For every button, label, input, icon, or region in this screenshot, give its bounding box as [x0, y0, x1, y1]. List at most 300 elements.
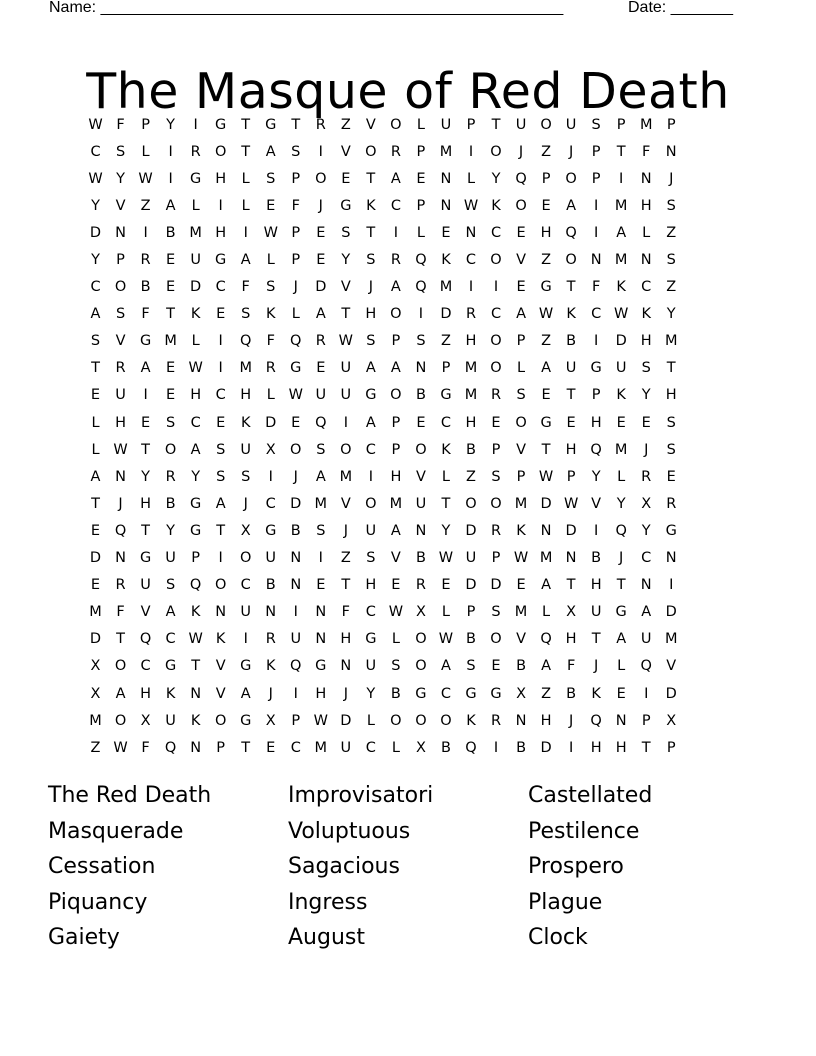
grid-letter: E	[441, 577, 451, 594]
word-bank-item: Cessation	[48, 854, 156, 880]
grid-letter: Q	[315, 414, 327, 431]
grid-letter: O	[565, 170, 577, 187]
grid-letter: U	[340, 360, 352, 377]
grid-letter: V	[215, 685, 226, 702]
grid-letter: A	[240, 252, 251, 269]
grid-row	[83, 138, 735, 165]
grid-letter: Z	[541, 333, 552, 350]
grid-letter: N	[615, 712, 627, 729]
grid-letter: S	[115, 143, 126, 160]
word-bank-item: The Red Death	[48, 783, 212, 808]
grid-letter: C	[365, 604, 376, 621]
grid-letter: W	[338, 333, 353, 350]
grid-letter: Q	[290, 658, 302, 675]
grid-row	[83, 409, 735, 436]
grid-letter: K	[566, 306, 576, 323]
grid-letter: I	[218, 360, 223, 377]
grid-letter: G	[240, 712, 252, 729]
grid-letter: P	[566, 468, 576, 485]
grid-letter: T	[166, 306, 176, 323]
grid-letter: V	[140, 604, 151, 621]
word-bank-item: Improvisatori	[288, 783, 434, 808]
grid-letter: N	[315, 604, 327, 621]
grid-letter: C	[465, 252, 477, 269]
grid-letter: Q	[114, 522, 127, 539]
grid-row	[83, 653, 735, 680]
grid-letter: B	[566, 685, 577, 702]
grid-letter: S	[366, 252, 376, 269]
grid-letter: T	[366, 170, 376, 187]
grid-row	[83, 274, 735, 301]
name-field-label: Name: ____________________________________________________	[49, 0, 564, 16]
grid-letter: K	[516, 522, 526, 539]
grid-letter: S	[216, 468, 226, 485]
grid-letter: P	[191, 550, 201, 567]
grid-letter: E	[266, 739, 276, 756]
grid-letter: C	[140, 658, 151, 675]
grid-row	[83, 490, 735, 517]
grid-letter: I	[168, 170, 173, 187]
grid-letter: J	[669, 170, 674, 187]
grid-letter: R	[490, 522, 502, 539]
grid-letter: L	[416, 224, 425, 241]
grid-letter: Y	[141, 468, 150, 485]
grid-letter: E	[166, 252, 176, 269]
grid-letter: H	[565, 441, 577, 458]
grid-letter: G	[465, 685, 477, 702]
grid-letter: A	[390, 522, 401, 539]
grid-letter: W	[438, 550, 454, 567]
grid-letter: H	[240, 387, 252, 404]
grid-letter: U	[140, 577, 151, 594]
grid-letter: H	[315, 685, 327, 702]
grid-letter: V	[340, 495, 351, 512]
grid-letter: A	[90, 468, 101, 485]
grid-letter: S	[666, 441, 676, 458]
grid-letter: C	[365, 441, 376, 458]
grid-letter: E	[491, 414, 501, 431]
grid-letter: Q	[139, 631, 152, 648]
grid-letter: M	[314, 495, 328, 512]
grid-letter: I	[193, 116, 198, 133]
grid-letter: G	[315, 658, 327, 675]
grid-letter: E	[316, 224, 326, 241]
grid-letter: W	[88, 170, 103, 187]
grid-letter: I	[669, 577, 674, 594]
grid-letter: N	[440, 197, 452, 214]
grid-letter: C	[440, 685, 452, 702]
grid-letter: S	[316, 522, 326, 539]
grid-letter: D	[490, 577, 502, 594]
grid-letter: H	[215, 170, 227, 187]
grid-letter: M	[339, 468, 353, 485]
grid-letter: D	[465, 577, 477, 594]
grid-letter: X	[415, 739, 426, 756]
grid-letter: M	[239, 360, 252, 377]
page-title: The Masque of Red Death	[86, 62, 730, 120]
grid-letter: E	[266, 197, 276, 214]
grid-letter: O	[164, 441, 177, 458]
grid-letter: P	[641, 712, 651, 729]
grid-letter: J	[518, 143, 524, 160]
grid-letter: Q	[515, 170, 527, 187]
grid-letter: Q	[189, 577, 202, 594]
grid-letter: J	[293, 279, 298, 296]
grid-letter: Q	[565, 224, 577, 241]
grid-letter: O	[239, 550, 252, 567]
grid-letter: T	[441, 495, 451, 512]
grid-letter: W	[463, 197, 479, 214]
grid-letter: U	[165, 550, 176, 567]
word-bank-item: Sagacious	[288, 854, 400, 880]
grid-letter: S	[266, 170, 276, 187]
grid-letter: Q	[640, 658, 652, 675]
grid-letter: Z	[340, 550, 351, 567]
grid-letter: A	[440, 658, 451, 675]
grid-row	[83, 382, 735, 409]
grid-row	[83, 246, 735, 273]
grid-letter: E	[641, 414, 651, 431]
grid-letter: V	[516, 252, 526, 269]
word-bank	[48, 780, 768, 958]
grid-letter: M	[664, 333, 678, 350]
grid-letter: A	[616, 631, 627, 648]
grid-letter: J	[619, 550, 624, 567]
grid-letter: A	[390, 170, 401, 187]
grid-letter: O	[390, 387, 402, 404]
grid-letter: M	[614, 252, 628, 269]
grid-letter: S	[166, 577, 176, 594]
grid-letter: M	[464, 360, 478, 377]
grid-letter: Y	[166, 522, 176, 539]
grid-letter: N	[115, 224, 126, 241]
grid-letter: P	[666, 116, 676, 133]
grid-letter: L	[91, 414, 100, 431]
grid-letter: U	[565, 360, 577, 377]
grid-letter: Z	[440, 333, 451, 350]
grid-letter: V	[415, 468, 426, 485]
grid-letter: B	[265, 577, 276, 594]
grid-letter: P	[591, 387, 601, 404]
grid-letter: Y	[666, 306, 676, 323]
grid-letter: F	[141, 306, 150, 323]
grid-letter: C	[215, 279, 226, 296]
grid-letter: I	[368, 468, 373, 485]
grid-letter: Z	[541, 143, 552, 160]
grid-letter: Y	[91, 252, 100, 269]
grid-letter: K	[240, 414, 251, 431]
grid-letter: H	[565, 631, 577, 648]
grid-letter: H	[540, 712, 552, 729]
grid-letter: O	[390, 712, 402, 729]
grid-letter: V	[340, 279, 351, 296]
grid-row	[83, 572, 735, 599]
grid-letter: A	[390, 360, 401, 377]
grid-letter: E	[541, 197, 551, 214]
grid-letter: E	[341, 170, 351, 187]
grid-letter: W	[188, 631, 203, 648]
grid-letter: F	[141, 739, 150, 756]
grid-letter: T	[291, 116, 301, 133]
letter-grid	[83, 111, 735, 761]
grid-letter: S	[216, 441, 226, 458]
grid-letter: G	[490, 685, 502, 702]
grid-letter: N	[265, 604, 277, 621]
grid-letter: L	[366, 712, 375, 729]
grid-letter: D	[89, 631, 102, 648]
grid-letter: S	[366, 550, 376, 567]
grid-letter: Y	[366, 685, 376, 702]
grid-letter: A	[516, 306, 526, 323]
grid-letter: F	[266, 333, 275, 350]
grid-letter: A	[140, 360, 151, 377]
grid-letter: K	[265, 306, 276, 323]
grid-letter: O	[490, 252, 502, 269]
grid-letter: F	[241, 279, 250, 296]
grid-letter: K	[466, 712, 476, 729]
grid-letter: S	[115, 306, 126, 323]
grid-letter: U	[515, 116, 527, 133]
grid-letter: M	[389, 495, 403, 512]
grid-letter: U	[190, 252, 201, 269]
grid-letter: O	[390, 116, 402, 133]
grid-letter: G	[215, 116, 227, 133]
grid-letter: H	[215, 224, 227, 241]
grid-letter: L	[441, 604, 450, 621]
grid-letter: S	[416, 333, 426, 350]
grid-letter: F	[116, 116, 125, 133]
grid-letter: T	[591, 631, 601, 648]
grid-letter: F	[116, 604, 125, 621]
grid-letter: P	[491, 441, 501, 458]
grid-letter: S	[366, 333, 376, 350]
grid-letter: E	[90, 577, 101, 594]
grid-letter: O	[415, 441, 427, 458]
grid-row	[83, 355, 735, 382]
grid-letter: D	[290, 495, 302, 512]
grid-row	[83, 626, 735, 653]
grid-letter: W	[538, 468, 554, 485]
grid-letter: J	[594, 658, 599, 675]
word-bank-item: Piquancy	[48, 889, 148, 915]
grid-letter: F	[591, 279, 601, 296]
grid-letter: T	[566, 577, 576, 594]
grid-letter: I	[268, 468, 273, 485]
grid-letter: R	[315, 333, 326, 350]
grid-letter: I	[143, 387, 148, 404]
grid-letter: U	[415, 495, 427, 512]
grid-letter: H	[640, 197, 652, 214]
grid-letter: M	[639, 116, 653, 133]
grid-letter: M	[189, 224, 202, 241]
grid-letter: G	[240, 658, 252, 675]
grid-letter: X	[240, 522, 251, 539]
grid-letter: W	[614, 306, 629, 323]
grid-letter: X	[666, 712, 677, 729]
grid-letter: A	[365, 414, 376, 431]
grid-letter: W	[563, 495, 579, 512]
grid-letter: D	[89, 224, 102, 241]
grid-letter: E	[166, 279, 176, 296]
grid-letter: F	[642, 143, 651, 160]
grid-letter: R	[465, 306, 477, 323]
grid-letter: E	[416, 414, 426, 431]
grid-letter: W	[88, 116, 103, 133]
grid-row	[83, 301, 735, 328]
grid-letter: D	[615, 333, 627, 350]
grid-letter: A	[541, 658, 552, 675]
grid-letter: S	[491, 468, 501, 485]
grid-letter: D	[440, 306, 452, 323]
grid-letter: P	[466, 116, 476, 133]
grid-letter: A	[90, 306, 101, 323]
grid-letter: K	[165, 685, 176, 702]
grid-letter: L	[91, 441, 100, 458]
grid-letter: O	[515, 414, 527, 431]
grid-letter: D	[89, 550, 102, 567]
grid-letter: E	[316, 360, 326, 377]
grid-letter: L	[291, 306, 300, 323]
grid-letter: M	[539, 550, 553, 567]
grid-letter: O	[515, 197, 527, 214]
grid-letter: G	[365, 631, 377, 648]
grid-letter: U	[365, 522, 377, 539]
grid-letter: K	[491, 197, 501, 214]
grid-letter: Q	[239, 333, 252, 350]
grid-letter: C	[90, 143, 101, 160]
grid-letter: I	[143, 224, 148, 241]
grid-letter: O	[490, 631, 502, 648]
grid-letter: R	[390, 143, 401, 160]
grid-letter: D	[315, 279, 327, 296]
grid-letter: B	[415, 550, 426, 567]
grid-letter: I	[468, 143, 474, 160]
grid-letter: J	[318, 197, 323, 214]
grid-letter: N	[115, 468, 126, 485]
grid-letter: V	[390, 550, 401, 567]
grid-letter: C	[165, 631, 176, 648]
grid-letter: D	[540, 495, 552, 512]
grid-letter: M	[439, 143, 453, 160]
grid-letter: H	[590, 414, 602, 431]
grid-row	[83, 111, 735, 138]
grid-letter: D	[265, 414, 277, 431]
grid-letter: C	[240, 577, 251, 594]
grid-letter: I	[168, 143, 173, 160]
grid-letter: Q	[415, 252, 427, 269]
grid-letter: S	[291, 143, 301, 160]
grid-letter: S	[591, 116, 601, 133]
grid-letter: Y	[166, 116, 176, 133]
grid-letter: Y	[91, 197, 100, 214]
grid-letter: M	[514, 604, 528, 621]
grid-letter: P	[416, 143, 426, 160]
grid-letter: Q	[590, 712, 602, 729]
grid-letter: K	[641, 306, 651, 323]
grid-letter: T	[616, 577, 626, 594]
grid-letter: Y	[641, 387, 651, 404]
grid-letter: B	[415, 387, 426, 404]
grid-letter: B	[466, 441, 476, 458]
grid-letter: L	[266, 252, 275, 269]
grid-letter: G	[190, 522, 202, 539]
grid-letter: L	[266, 387, 275, 404]
grid-letter: B	[165, 224, 176, 241]
grid-letter: K	[441, 252, 451, 269]
grid-letter: P	[541, 170, 551, 187]
grid-letter: I	[594, 224, 599, 241]
grid-letter: U	[440, 116, 452, 133]
grid-letter: A	[115, 685, 126, 702]
grid-row	[83, 680, 735, 707]
grid-letter: G	[665, 522, 677, 539]
grid-letter: S	[466, 658, 476, 675]
grid-letter: J	[118, 495, 123, 512]
grid-letter: N	[115, 550, 126, 567]
grid-letter: A	[190, 441, 201, 458]
grid-letter: U	[365, 658, 377, 675]
grid-letter: T	[241, 116, 251, 133]
grid-letter: I	[318, 143, 323, 160]
grid-letter: I	[619, 170, 624, 187]
grid-letter: R	[490, 387, 502, 404]
grid-letter: P	[291, 252, 301, 269]
grid-letter: N	[665, 550, 677, 567]
grid-letter: Q	[590, 441, 602, 458]
grid-letter: D	[540, 739, 552, 756]
grid-letter: T	[216, 522, 226, 539]
grid-letter: B	[290, 522, 301, 539]
grid-letter: W	[188, 360, 203, 377]
grid-letter: P	[291, 712, 301, 729]
grid-letter: E	[566, 414, 576, 431]
grid-letter: N	[190, 685, 202, 702]
grid-letter: O	[565, 252, 577, 269]
grid-letter: P	[466, 604, 476, 621]
grid-letter: P	[391, 333, 401, 350]
word-bank-item: Masquerade	[48, 818, 184, 844]
grid-letter: C	[90, 279, 101, 296]
grid-letter: R	[315, 116, 326, 133]
grid-letter: N	[640, 170, 652, 187]
grid-letter: N	[290, 577, 302, 594]
grid-letter: F	[341, 604, 350, 621]
grid-letter: U	[640, 631, 652, 648]
grid-letter: Q	[465, 739, 477, 756]
grid-letter: C	[390, 197, 401, 214]
grid-letter: I	[393, 224, 399, 241]
word-bank-item: Voluptuous	[288, 818, 411, 844]
grid-letter: S	[516, 387, 526, 404]
grid-letter: O	[290, 441, 302, 458]
grid-letter: R	[490, 712, 502, 729]
grid-row	[83, 219, 735, 246]
grid-letter: O	[540, 116, 552, 133]
grid-letter: Z	[666, 279, 677, 296]
grid-letter: V	[115, 333, 126, 350]
grid-letter: D	[465, 522, 477, 539]
grid-letter: E	[140, 414, 151, 431]
grid-letter: U	[115, 387, 126, 404]
grid-letter: M	[439, 279, 453, 296]
grid-letter: F	[566, 658, 576, 675]
grid-letter: W	[513, 550, 529, 567]
grid-letter: H	[390, 468, 402, 485]
grid-letter: P	[416, 197, 426, 214]
grid-letter: A	[165, 197, 176, 214]
word-bank-item: Clock	[528, 925, 588, 951]
grid-row	[83, 165, 735, 192]
